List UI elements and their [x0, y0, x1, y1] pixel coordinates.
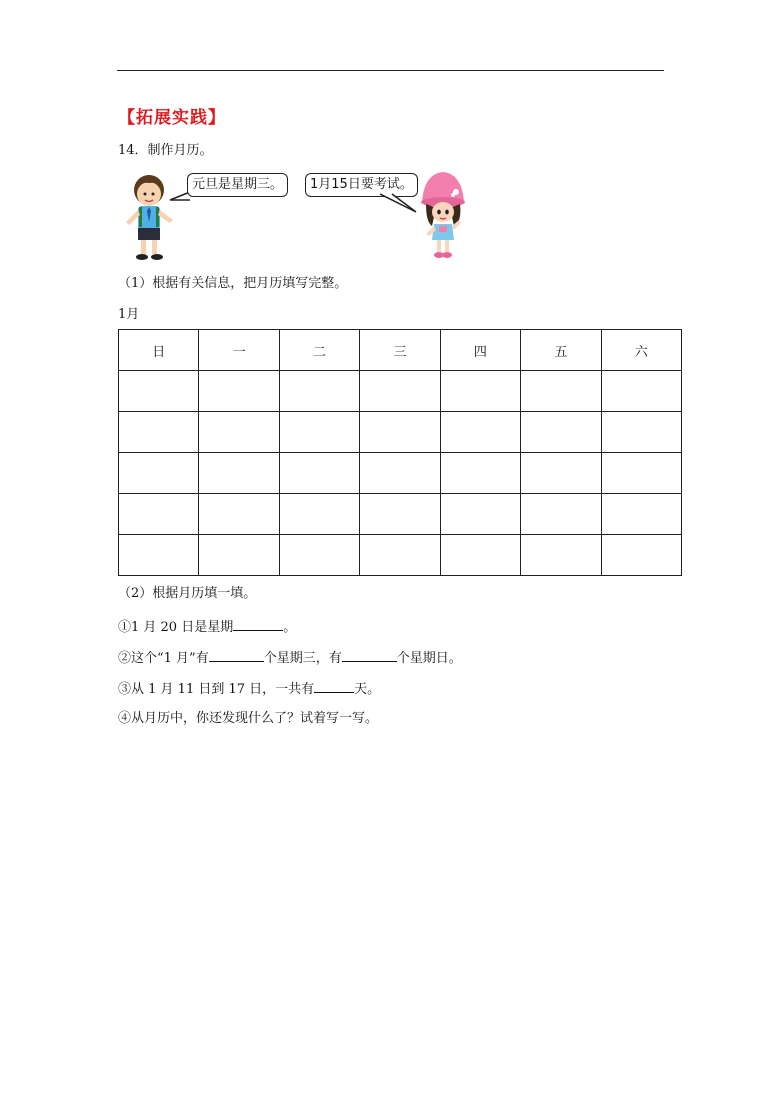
calendar-day-cell[interactable] [199, 371, 279, 412]
part2-instruction: （2）根据月历填一填。 [118, 586, 257, 601]
calendar-day-cell[interactable] [440, 453, 520, 494]
weekday-mon: 一 [199, 330, 279, 371]
weekday-thu: 四 [440, 330, 520, 371]
calendar-week-row [119, 453, 682, 494]
question-4: ④从月历中，你还发现什么了？试着写一写。 [118, 711, 379, 726]
header-rule [117, 70, 664, 71]
calendar-day-cell[interactable] [521, 412, 601, 453]
calendar-day-cell[interactable] [440, 412, 520, 453]
answer-blank-1[interactable] [233, 618, 283, 631]
calendar-day-cell[interactable] [199, 412, 279, 453]
calendar-day-cell[interactable] [521, 494, 601, 535]
girl-illustration [412, 168, 470, 262]
question-2-text: ②这个“1 月”有 [118, 651, 209, 666]
calendar-week-row [119, 412, 682, 453]
calendar-table [118, 329, 682, 576]
calendar-day-cell[interactable] [279, 371, 359, 412]
calendar-day-cell[interactable] [601, 412, 681, 453]
question-3 [118, 680, 380, 698]
weekday-sun: 日 [119, 330, 199, 371]
weekday-tue: 二 [279, 330, 359, 371]
calendar-day-cell[interactable] [440, 494, 520, 535]
question-2 [118, 649, 462, 667]
calendar-week-row [119, 494, 682, 535]
calendar-day-cell[interactable] [279, 412, 359, 453]
question-3-text: ③从 1 月 11 日到 17 日，一共有 [118, 682, 315, 697]
question-1-end: 。 [283, 620, 297, 635]
calendar-week-row [119, 535, 682, 576]
calendar-day-cell[interactable] [199, 535, 279, 576]
answer-blank-3[interactable] [314, 680, 354, 693]
question-3-end: 天。 [354, 682, 381, 697]
calendar-day-cell[interactable] [360, 371, 440, 412]
calendar-day-cell[interactable] [601, 453, 681, 494]
part1-instruction: （1）根据有关信息，把月历填写完整。 [118, 276, 348, 291]
problem-header: 14．制作月历。 [118, 143, 213, 158]
weekday-header-row [119, 330, 682, 371]
calendar-week-row [119, 371, 682, 412]
calendar-day-cell[interactable] [601, 494, 681, 535]
girl-speech-bubble: 1月15日要考试。 [305, 173, 418, 197]
calendar-day-cell[interactable] [521, 371, 601, 412]
question-1 [118, 618, 296, 636]
question-1-text: ①1 月 20 日是星期 [118, 620, 234, 635]
calendar-day-cell[interactable] [119, 371, 199, 412]
boy-speech-bubble: 元旦是星期三。 [187, 173, 288, 197]
calendar-day-cell[interactable] [119, 535, 199, 576]
weekday-sat: 六 [601, 330, 681, 371]
weekday-fri: 五 [521, 330, 601, 371]
calendar-day-cell[interactable] [279, 453, 359, 494]
answer-blank-2a[interactable] [209, 649, 264, 662]
calendar-day-cell[interactable] [119, 494, 199, 535]
calendar-day-cell[interactable] [360, 453, 440, 494]
section-title: 【拓展实践】 [118, 108, 226, 128]
calendar-day-cell[interactable] [521, 535, 601, 576]
calendar-day-cell[interactable] [440, 371, 520, 412]
calendar-day-cell[interactable] [119, 453, 199, 494]
calendar-day-cell[interactable] [199, 453, 279, 494]
calendar-day-cell[interactable] [601, 535, 681, 576]
calendar-day-cell[interactable] [360, 412, 440, 453]
month-label: 1月 [118, 307, 140, 322]
calendar-day-cell[interactable] [440, 535, 520, 576]
calendar-day-cell[interactable] [279, 535, 359, 576]
boy-illustration [118, 170, 180, 264]
question-2-end: 个星期日。 [396, 651, 462, 666]
question-2-mid: 个星期三，有 [263, 651, 342, 666]
calendar-day-cell[interactable] [601, 371, 681, 412]
calendar-day-cell[interactable] [199, 494, 279, 535]
calendar-body [119, 371, 682, 576]
answer-blank-2b[interactable] [342, 649, 397, 662]
calendar-day-cell[interactable] [521, 453, 601, 494]
calendar-day-cell[interactable] [119, 412, 199, 453]
weekday-wed: 三 [360, 330, 440, 371]
calendar-day-cell[interactable] [360, 535, 440, 576]
calendar-day-cell[interactable] [279, 494, 359, 535]
calendar-day-cell[interactable] [360, 494, 440, 535]
